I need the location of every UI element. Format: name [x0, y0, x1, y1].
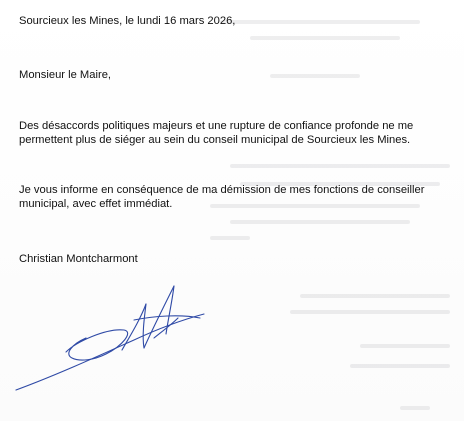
show-through-text [210, 14, 460, 414]
body-paragraph-1-line-1: Des désaccords politiques majeurs et une rupture de confiance profonde ne me [19, 120, 414, 132]
place-and-date: Sourcieux les Mines, le lundi 16 mars 2026, [19, 15, 236, 27]
handwritten-signature [14, 280, 234, 400]
body-paragraph-2-line-1: Je vous informe en conséquence de ma démission de mes fonctions de conseiller [19, 184, 425, 196]
body-paragraph-2-line-2: municipal, avec effet immédiat. [19, 198, 173, 210]
salutation: Monsieur le Maire, [19, 69, 112, 81]
body-paragraph-1-line-2: permettent plus de siéger au sein du conseil municipal de Sourcieux les Mines. [19, 134, 411, 146]
signatory-name: Christian Montcharmont [19, 253, 138, 265]
